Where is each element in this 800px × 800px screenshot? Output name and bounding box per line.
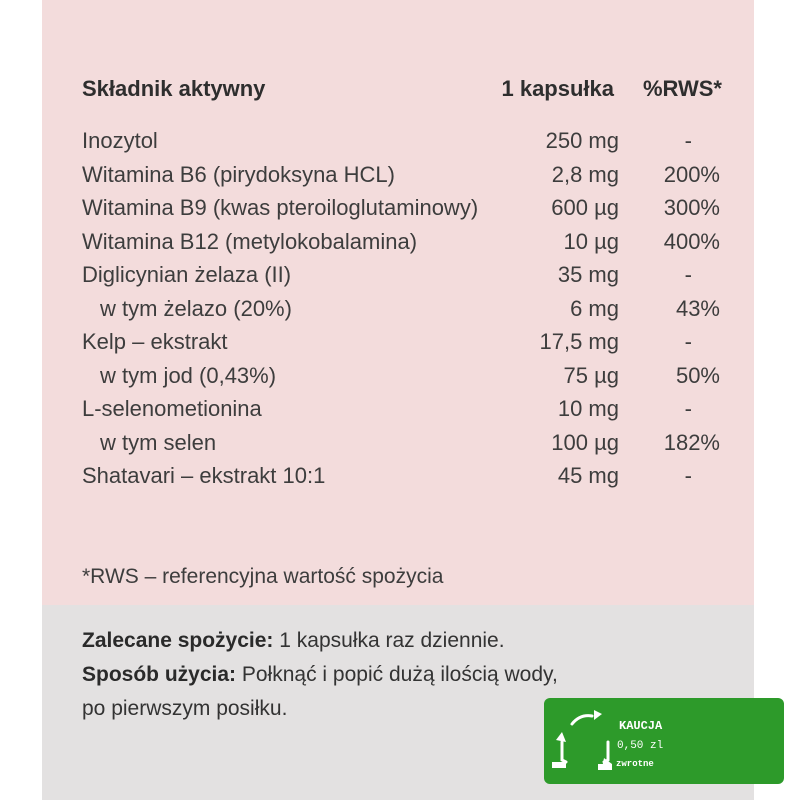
ingredient-name: w tym selen [100, 429, 217, 455]
ingredient-amount: 10 mg [557, 396, 619, 421]
ingredient-rws: 200% [663, 161, 720, 187]
table-row [82, 292, 742, 326]
usage-method [82, 658, 602, 692]
ingredient-amount: 6 mg [570, 295, 619, 321]
deposit-badge [544, 698, 784, 784]
ingredient-rws: 43% [675, 295, 720, 321]
deposit-returnable: zwrotne [616, 759, 654, 769]
ingredient-amount: 600 µg [551, 195, 619, 220]
ingredient-amount: 10 µg [563, 228, 619, 254]
table-row [82, 325, 742, 359]
rws-footnote: *RWS – referencyjna wartość spożycia [82, 565, 444, 588]
table-header [82, 72, 742, 108]
table-row [82, 459, 742, 493]
table-row [82, 225, 742, 259]
ingredient-rws: - [684, 262, 692, 287]
table-row [82, 392, 742, 426]
recommended-label: Zalecane spożycie: [82, 629, 274, 652]
deposit-price: 0,50 zl [617, 740, 664, 752]
ingredient-rws: - [684, 396, 692, 421]
ingredient-name: Witamina B6 (pirydoksyna HCL) [82, 161, 395, 187]
ingredient-name: Kelp – ekstrakt [82, 329, 228, 354]
method-label: Sposób użycia: [82, 663, 237, 686]
recommended-text: 1 kapsułka raz dziennie. [279, 629, 505, 652]
header-ingredient: Składnik aktywny [82, 76, 266, 101]
ingredient-name: Diglicynian żelaza (II) [82, 262, 292, 287]
ingredient-name: Inozytol [82, 128, 158, 153]
deposit-title: KAUCJA [619, 719, 663, 733]
ingredient-amount: 250 mg [545, 128, 619, 153]
ingredient-amount: 75 µg [563, 362, 619, 388]
ingredient-amount: 35 mg [557, 262, 619, 287]
ingredient-rws: 300% [663, 195, 720, 220]
ingredient-name: L-selenometionina [82, 396, 262, 421]
table-row [82, 191, 742, 225]
ingredient-rws: 400% [663, 228, 720, 254]
table-row [82, 359, 742, 393]
table-row [82, 258, 742, 292]
header-rws: %RWS* [642, 76, 722, 101]
ingredient-name: Shatavari – ekstrakt 10:1 [82, 463, 326, 488]
usage-method-continued [82, 692, 602, 726]
ingredient-rws: 182% [663, 429, 720, 455]
table-rows [82, 124, 742, 493]
ingredient-amount: 100 µg [551, 429, 619, 455]
ingredient-amount: 45 mg [557, 463, 619, 488]
ingredient-rws: 50% [675, 362, 720, 388]
recycle-bottle-icon [550, 702, 616, 776]
header-dose: 1 kapsułka [501, 76, 614, 101]
table-row [82, 124, 742, 158]
ingredient-name: w tym jod (0,43%) [100, 362, 277, 388]
ingredient-name: Witamina B12 (metylokobalamina) [82, 228, 418, 254]
ingredient-name: Witamina B9 (kwas pteroiloglutaminowy) [82, 195, 479, 220]
ingredient-rws: - [684, 128, 692, 153]
ingredients-table [82, 72, 742, 488]
method-text-line2: po pierwszym posiłku. [82, 697, 288, 720]
ingredient-rws: - [684, 463, 692, 488]
ingredient-amount: 17,5 mg [539, 329, 619, 354]
ingredient-amount: 2,8 mg [551, 161, 619, 187]
ingredient-rws: - [684, 329, 692, 354]
usage-instructions [82, 624, 602, 726]
recommended-intake [82, 624, 602, 658]
table-row [82, 426, 742, 460]
ingredient-name: w tym żelazo (20%) [100, 295, 292, 321]
table-row [82, 158, 742, 192]
method-text-line1: Połknąć i popić dużą ilością wody, [241, 663, 558, 686]
